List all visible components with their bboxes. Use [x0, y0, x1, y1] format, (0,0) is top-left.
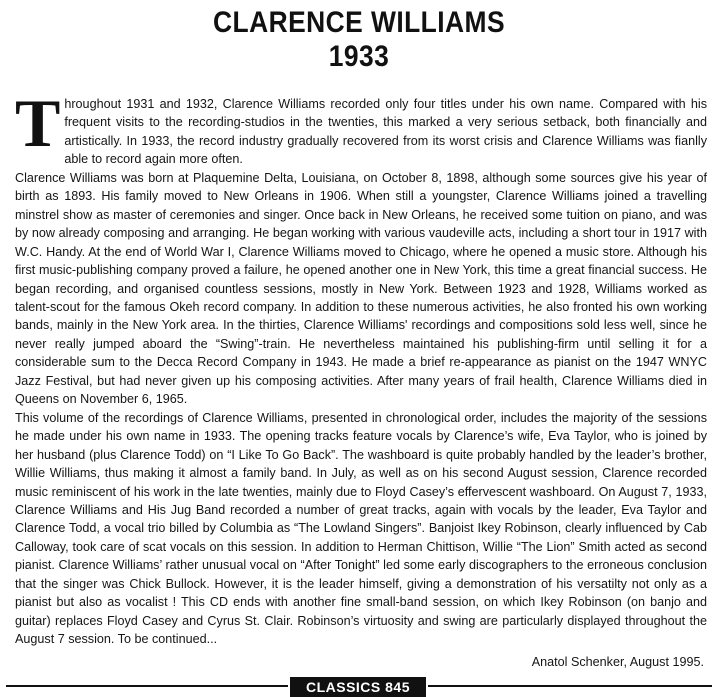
- author-signature: Anatol Schenker, August 1995.: [531, 655, 704, 669]
- page-year: 1933: [328, 40, 390, 73]
- paragraph-recordings: This volume of the recordings of Clarence Williams, presented in chronological order, includes the majority of the sessions he made under his own name in 1933. The opening tracks feature vocals by Clarence’s wife, Eva Taylor, who is joined by her husband (plus Clarence Todd) on “I Like To Go Back”. The washboard is quite probably handled by the leader’s brother, Willie Williams, thus making it almost a family band. In July, as well as on his second August session, Clarence recorded music reminiscent of his work in the late twenties, mainly due to Floyd Casey’s effervescent washboard. On August 7, 1933, Clarence Williams and His Jug Band recorded a number of great tracks, again with vocals by the leader, Eva Taylor and Clarence Todd, a vocal trio billed by Columbia as “The Lowland Singers”. Banjoist Ikey Robinson, clearly influenced by Cab Calloway, took care of scat vocals on this session. In addition to Herman Chittison, Willie “The Lion” Smith acted as second pianist. Clarence Williams’ rather unusual vocal on “After Tonight” led some early discographers to the erroneous conclusion that the singer was Chick Bullock. However, it is the leader himself, giving a demonstration of his versatilty not only as a pianist but also as vocalist ! This CD ends with another fine small-band session, on which Ikey Robinson (on banjo and guitar) replaces Floyd Casey and Cyrus St. Clair. Robinson’s virtuosity and swing are particularly displayed throughout the August 7 session. To be continued...: [15, 410, 707, 647]
- paragraph-intro-text: hroughout 1931 and 1932, Clarence Williams recorded only four titles under his own name. Compared with his frequent visits to the recording-studios in the twenties, this marked a very serious setback, both financially and artistically. In 1933, the record industry gradually recovered from its worst crisis and Clarence Williams was fianlly able to record again more often.: [64, 97, 707, 167]
- header: [0, 6, 718, 74]
- article-body: [15, 85, 707, 649]
- catalog-badge: CLASSICS 845: [290, 677, 426, 697]
- footer-rule-left: [6, 685, 288, 687]
- page-title: CLARENCE WILLIAMS: [213, 6, 505, 39]
- drop-cap: T: [15, 85, 61, 161]
- paragraph-intro: [15, 85, 707, 169]
- paragraph-biography: Clarence Williams was born at Plaquemine Delta, Louisiana, on October 8, 1898, although some sources give his year of birth as 1893. His family moved to New Orleans in 1906. When still a youngster, Clarence Williams joined a travelling minstrel show as master of ceremonies and singer. Once back in New Orleans, he received some tuition on piano, and was by now already composing and arranging. He began working with various vaudeville acts, including a short tour in 1917 with W.C. Handy. At the end of World War I, Clarence Williams moved to Chicago, where he opened a music store. Although his first music-publishing company proved a failure, he opened another one in New York, this time a great financial success. He began recording, and organised countless sessions, mostly in New York. Between 1923 and 1928, Williams worked as talent-scout for the famous Okeh record company. In addition to these numerous activities, he also fronted his own working bands, mainly in the New York area. In the thirties, Clarence Williams' recordings and compositions sold less well, since he never really jumped aboard the “Swing”-train. He nevertheless maintained his publishing-firm until selling it for a considerable sum to the Decca Record Company in 1943. He made a brief re-appearance as pianist on the 1947 WNYC Jazz Festival, but had never given up his composing activities. After many years of frail health, Clarence Williams died in Queens on November 6, 1965.: [15, 170, 707, 407]
- footer-rule-right: [428, 685, 712, 687]
